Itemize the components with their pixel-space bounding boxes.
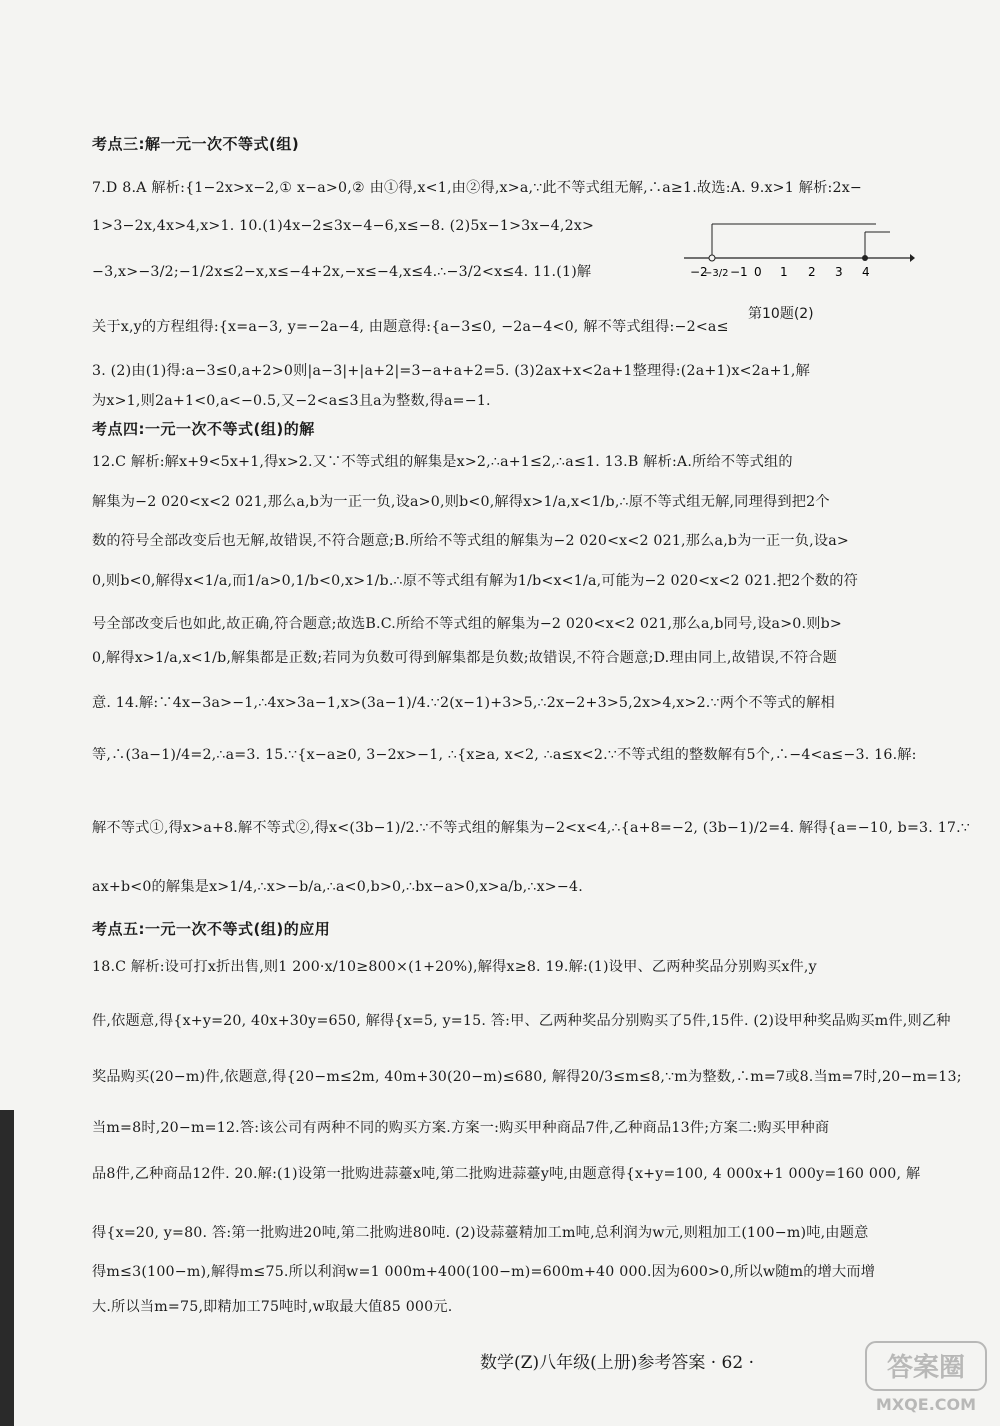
tick-label: −1 bbox=[730, 265, 748, 279]
text-line: 0,解得x>1/a,x<1/b,解集都是正数;若同为负数可得到解集都是负数;故错误,不符合题意;D.理由同上,故错误,不符合题 bbox=[92, 650, 838, 666]
scan-edge-shadow bbox=[0, 1110, 14, 1426]
tick-label: 3 bbox=[835, 265, 843, 279]
number-line-figure bbox=[680, 214, 915, 284]
section-heading-3: 考点三:解一元一次不等式(组) bbox=[92, 135, 300, 153]
text-line: 7.D 8.A 解析:{1−2x>x−2,① x−a>0,② 由①得,x<1,由②得,x>a,∵此不等式组无解,∴a≥1.故选:A. 9.x>1 解析:2x− bbox=[92, 180, 862, 196]
figure-caption: 第10题(2) bbox=[748, 306, 814, 322]
text-line: 解不等式①,得x>a+8.解不等式②,得x<(3b−1)/2.∵不等式组的解集为−2<x<4,∴{a+8=−2, (3b−1)/2=4. 解得{a=−10, b=3. 17.∵ bbox=[92, 820, 971, 836]
text-line: 意. 14.解:∵4x−3a>−1,∴4x>3a−1,x>(3a−1)/4.∵2(x−1)+3>5,∴2x−2+3>5,2x>4,x>2.∵两个不等式的解相 bbox=[92, 695, 835, 711]
tick-label: 1 bbox=[780, 265, 788, 279]
section-heading-5: 考点五:一元一次不等式(组)的应用 bbox=[92, 920, 331, 938]
text-line: 12.C 解析:解x+9<5x+1,得x>2.又∵不等式组的解集是x>2,∴a+1≤2,∴a≤1. 13.B 解析:A.所给不等式组的 bbox=[92, 454, 793, 470]
watermark-logo bbox=[862, 1338, 990, 1416]
tick-label: −3/2 bbox=[704, 268, 729, 279]
text-line: 解集为−2 020<x<2 021,那么a,b为一正一负,设a>0,则b<0,解得x>1/a,x<1/b,∴原不等式组无解,同理得到把2个 bbox=[92, 494, 830, 510]
tick-label: 2 bbox=[808, 265, 816, 279]
text-line: 关于x,y的方程组得:{x=a−3, y=−2a−4, 由题意得:{a−3≤0, −2a−4<0, 解不等式组得:−2<a≤ bbox=[92, 319, 729, 335]
text-line: 奖品购买(20−m)件,依题意,得{20−m≤2m, 40m+30(20−m)≤680, 解得20/3≤m≤8,∵m为整数,∴m=7或8.当m=7时,20−m=13; bbox=[92, 1069, 962, 1085]
text-line: −3,x>−3/2;−1/2x≤2−x,x≤−4+2x,−x≤−4,x≤4.∴−3/2<x≤4. 11.(1)解 bbox=[92, 264, 592, 280]
text-line: 等,∴(3a−1)/4=2,∴a=3. 15.∵{x−a≥0, 3−2x>−1, ∴{x≥a, x<2, ∴a≤x<2.∵不等式组的整数解有5个,∴−4<a≤−3. 16.解: bbox=[92, 747, 917, 763]
section-heading-4: 考点四:一元一次不等式(组)的解 bbox=[92, 420, 315, 438]
text-line: 品8件,乙种商品12件. 20.解:(1)设第一批购进蒜薹x吨,第二批购进蒜薹y吨,由题意得{x+y=100, 4 000x+1 000y=160 000, 解 bbox=[92, 1166, 921, 1182]
text-line: 当m=8时,20−m=12.答:该公司有两种不同的购买方案.方案一:购买甲种商品7件,乙种商品13件;方案二:购买甲种商 bbox=[92, 1120, 830, 1136]
tick-label: 4 bbox=[862, 265, 870, 279]
watermark-top: 答案圈 bbox=[886, 1353, 966, 1383]
text-line: 件,依题意,得{x+y=20, 40x+30y=650, 解得{x=5, y=15. 答:甲、乙两种奖品分别购买了5件,15件. (2)设甲种奖品购买m件,则乙种 bbox=[92, 1013, 951, 1029]
text-line: 得m≤3(100−m),解得m≤75.所以利润w=1 000m+400(100−m)=600m+40 000.因为600>0,所以w随m的增大而增 bbox=[92, 1264, 876, 1280]
text-line: ax+b<0的解集是x>1/4,∴x>−b/a,∴a<0,b>0,∴bx−a>0,x>a/b,∴x>−4. bbox=[92, 879, 583, 895]
watermark-bottom: MXQE.COM bbox=[875, 1395, 977, 1414]
text-line: 1>3−2x,4x>4,x>1. 10.(1)4x−2≤3x−4−6,x≤−8. (2)5x−1>3x−4,2x> bbox=[92, 218, 595, 234]
text-line: 号全部改变后也如此,故正确,符合题意;故选B.C.所给不等式组的解集为−2 020<x<2 021,那么a,b同号,设a>0.则b> bbox=[92, 616, 842, 632]
page-footer: 数学(Z)八年级(上册)参考答案 · 62 · bbox=[480, 1353, 754, 1373]
text-line: 得{x=20, y=80. 答:第一批购进20吨,第二批购进80吨. (2)设蒜薹精加工m吨,总利润为w元,则粗加工(100−m)吨,由题意 bbox=[92, 1225, 869, 1241]
text-line: 数的符号全部改变后也无解,故错误,不符合题意;B.所给不等式组的解集为−2 020<x<2 021,那么a,b为一正一负,设a> bbox=[92, 533, 849, 549]
tick-label: 0 bbox=[754, 265, 762, 279]
tick-label: −2 bbox=[690, 265, 708, 279]
text-line: 18.C 解析:设可打x折出售,则1 200·x/10≥800×(1+20%),解得x≥8. 19.解:(1)设甲、乙两种奖品分别购买x件,y bbox=[92, 959, 817, 975]
text-line: 大.所以当m=75,即精加工75吨时,w取最大值85 000元. bbox=[92, 1299, 453, 1315]
text-line: 为x>1,则2a+1<0,a<−0.5,又−2<a≤3且a为整数,得a=−1. bbox=[92, 393, 491, 409]
text-line: 0,则b<0,解得x<1/a,而1/a>0,1/b<0,x>1/b.∴原不等式组有解为1/b<x<1/a,可能为−2 020<x<2 021.把2个数的符 bbox=[92, 573, 859, 589]
text-line: 3. (2)由(1)得:a−3≤0,a+2>0则|a−3|+|a+2|=3−a+a+2=5. (3)2ax+x<2a+1整理得:(2a+1)x<2a+1,解 bbox=[92, 363, 811, 379]
